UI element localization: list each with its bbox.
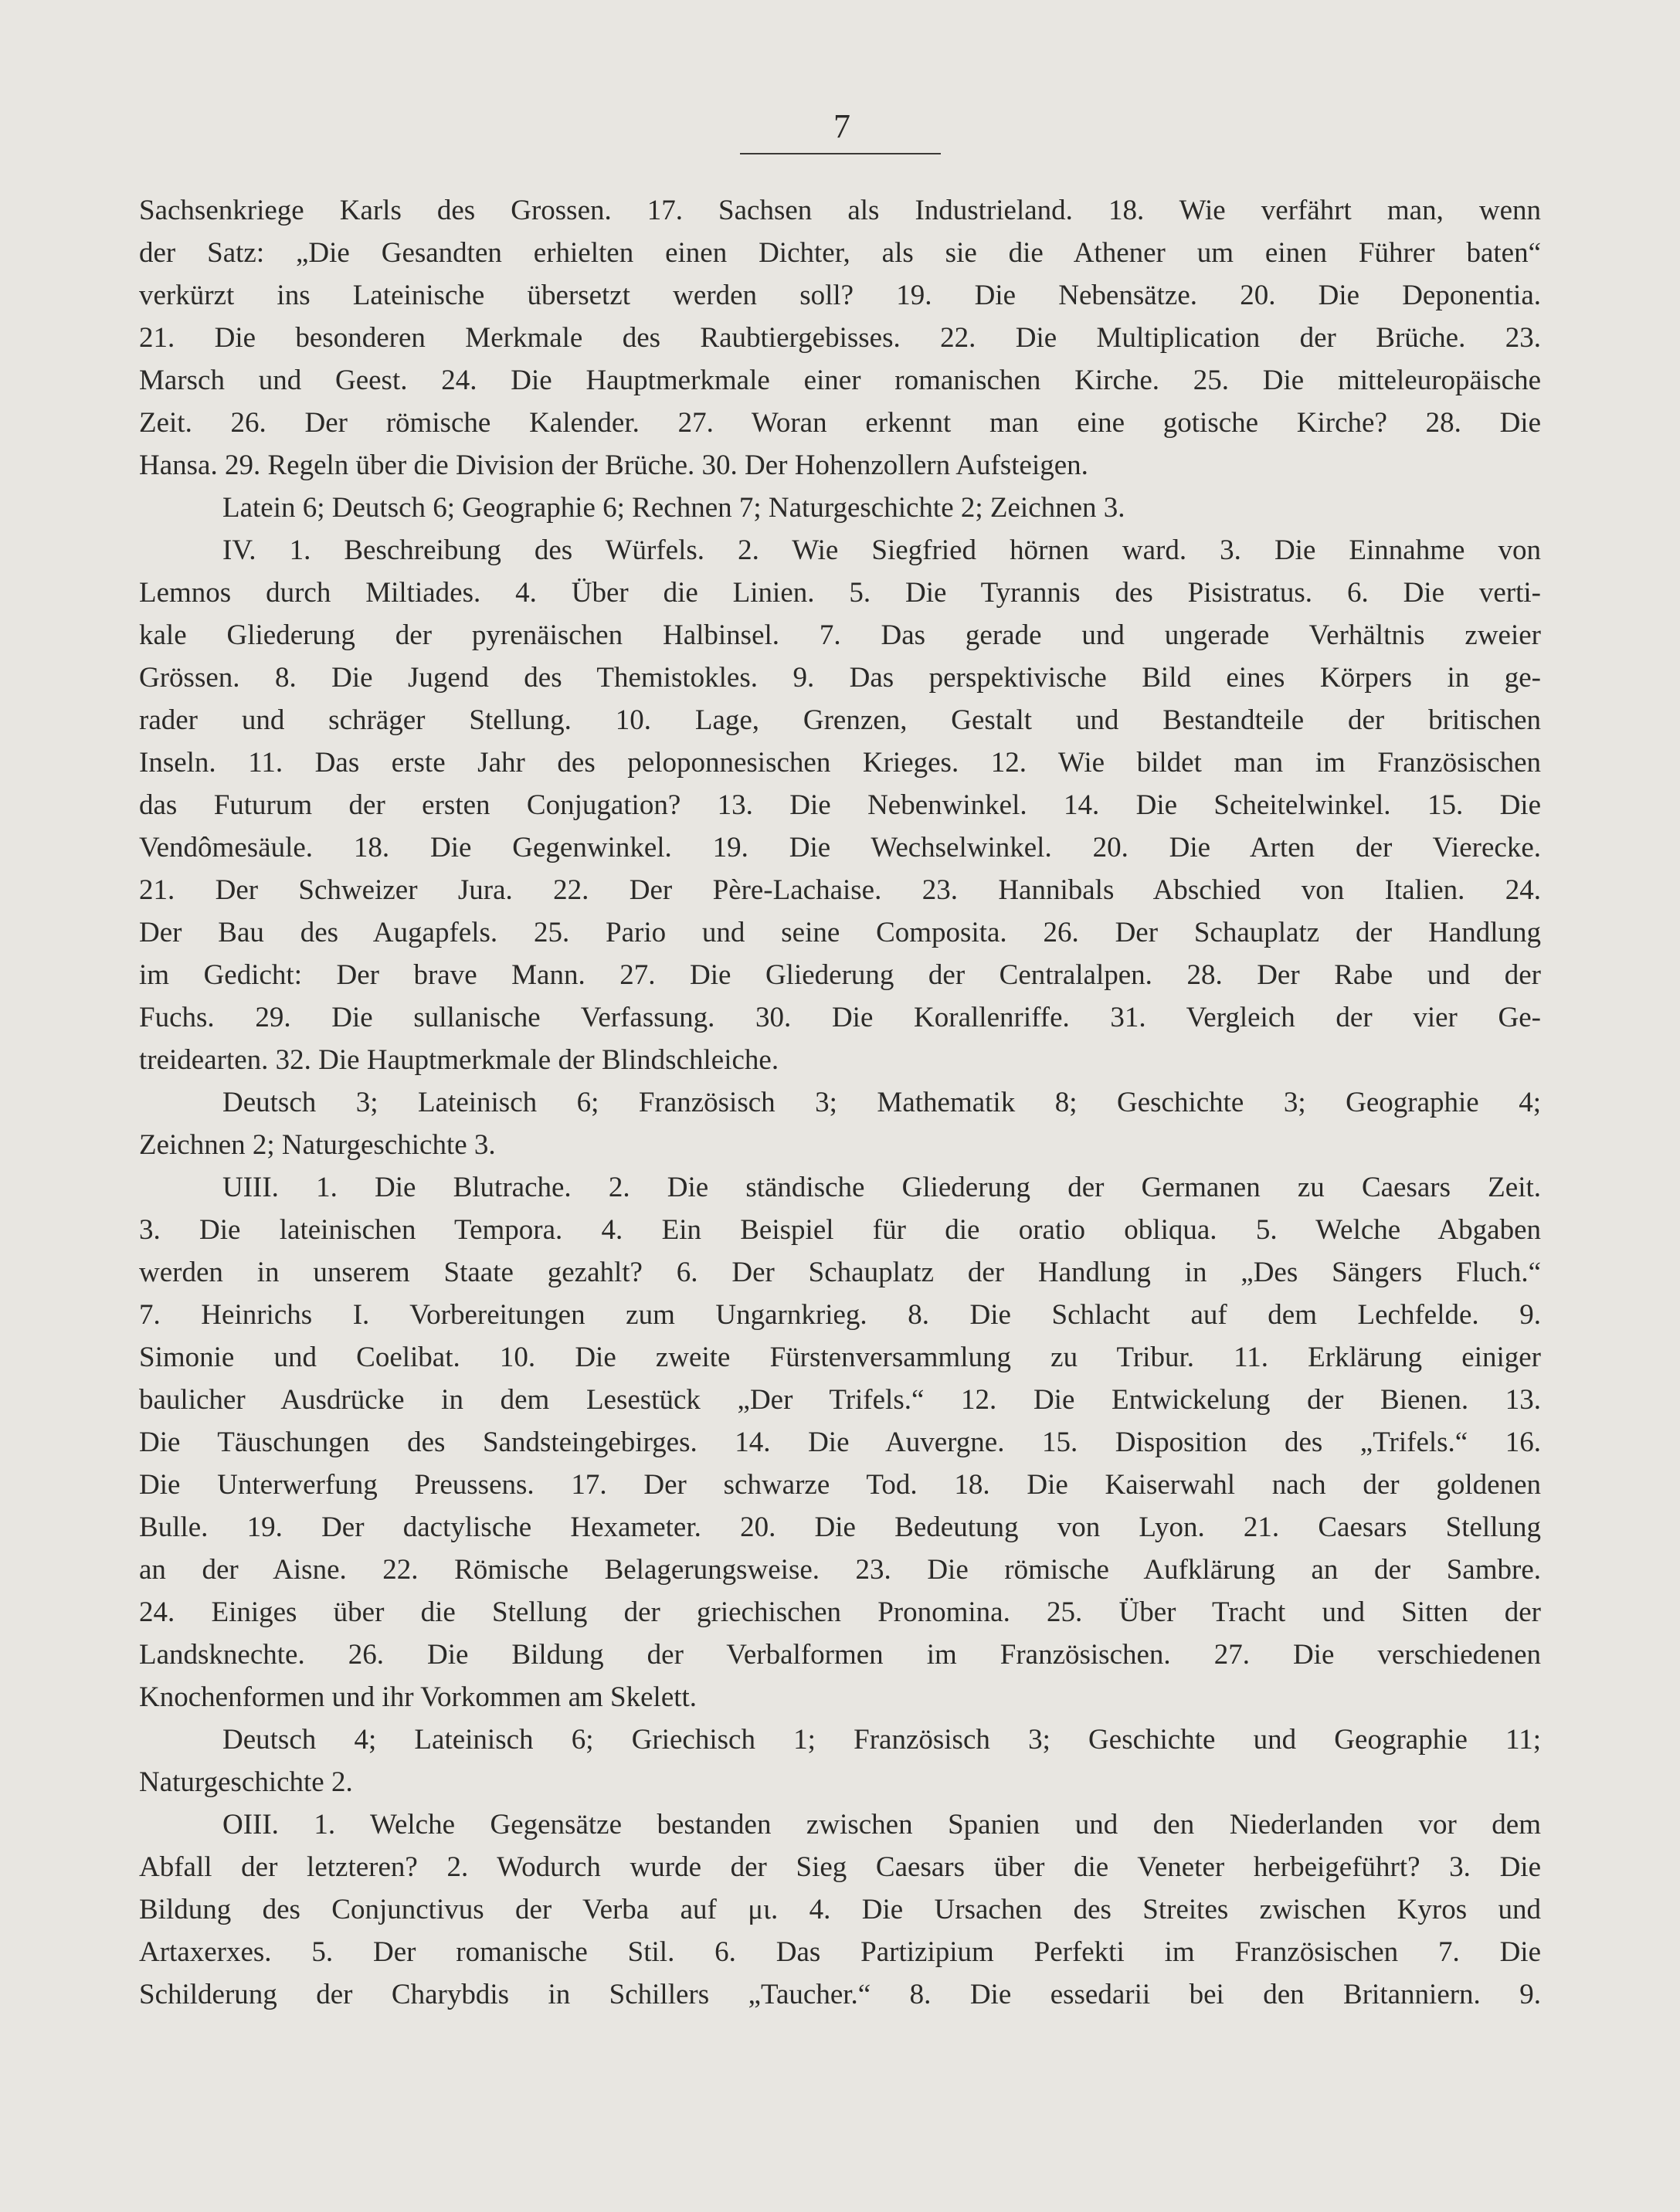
page-number-rule [740, 153, 941, 154]
text-line: das Futurum der ersten Conjugation? 13. Die Nebenwinkel. 14. Die Scheitelwinkel. 15. Die [139, 789, 1541, 821]
text-line: IV. 1. Beschreibung des Würfels. 2. Wie Siegfried hörnen ward. 3. Die Einnahme von [222, 534, 1541, 566]
text-line: Marsch und Geest. 24. Die Hauptmerkmale einer romanischen Kirche. 25. Die mitteleuropäische [139, 365, 1541, 396]
text-line: 7. Heinrichs I. Vorbereitungen zum Ungarnkrieg. 8. Die Schlacht auf dem Lechfelde. 9. [139, 1299, 1541, 1331]
text-line: an der Aisne. 22. Römische Belagerungsweise. 23. Die römische Aufklärung an der Sambre. [139, 1554, 1541, 1586]
text-line: Simonie und Coelibat. 10. Die zweite Fürstenversammlung zu Tribur. 11. Erklärung einiger [139, 1342, 1541, 1373]
text-line: Knochenformen und ihr Vorkommen am Skelett. [139, 1681, 697, 1713]
text-line: Zeit. 26. Der römische Kalender. 27. Woran erkennt man eine gotische Kirche? 28. Die [139, 407, 1541, 439]
text-line: 21. Die besonderen Merkmale des Raubtiergebisses. 22. Die Multiplication der Brüche. 23. [139, 322, 1541, 354]
text-line: Hansa. 29. Regeln über die Division der Brüche. 30. Der Hohenzollern Aufsteigen. [139, 450, 1088, 481]
text-line: kale Gliederung der pyrenäischen Halbinsel. 7. Das gerade und ungerade Verhältnis zweier [139, 619, 1541, 651]
text-line: Inseln. 11. Das erste Jahr des peloponnesischen Krieges. 12. Wie bildet man im Französischen [139, 747, 1541, 779]
text-line: 24. Einiges über die Stellung der griechischen Pronomina. 25. Über Tracht und Sitten der [139, 1596, 1541, 1628]
text-line: OIII. 1. Welche Gegensätze bestanden zwischen Spanien und den Niederlanden vor dem [222, 1809, 1541, 1841]
text-line: Fuchs. 29. Die sullanische Verfassung. 30. Die Korallenriffe. 31. Vergleich der vier Ge- [139, 1002, 1541, 1033]
text-line: 3. Die lateinischen Tempora. 4. Ein Beispiel für die oratio obliqua. 5. Welche Abgaben [139, 1214, 1541, 1246]
text-line: Vendômesäule. 18. Die Gegenwinkel. 19. Die Wechselwinkel. 20. Die Arten der Vierecke. [139, 832, 1541, 863]
text-line: Deutsch 3; Lateinisch 6; Französisch 3; Mathematik 8; Geschichte 3; Geographie 4; [222, 1087, 1541, 1118]
text-line: Sachsenkriege Karls des Grossen. 17. Sachsen als Industrieland. 18. Wie verfährt man, wenn [139, 195, 1541, 226]
text-line: Deutsch 4; Lateinisch 6; Griechisch 1; Französisch 3; Geschichte und Geographie 11; [222, 1724, 1541, 1756]
text-line: Der Bau des Augapfels. 25. Pario und seine Composita. 26. Der Schauplatz der Handlung [139, 917, 1541, 948]
text-line: Grössen. 8. Die Jugend des Themistokles. 9. Das perspektivische Bild eines Körpers in ge- [139, 662, 1541, 694]
text-line: treidearten. 32. Die Hauptmerkmale der Blindschleiche. [139, 1044, 779, 1076]
text-line: Schilderung der Charybdis in Schillers „Taucher.“ 8. Die essedarii bei den Britanniern. 9. [139, 1979, 1541, 2010]
text-line: baulicher Ausdrücke in dem Lesestück „Der Trifels.“ 12. Die Entwickelung der Bienen. 13. [139, 1384, 1541, 1416]
text-line: Landsknechte. 26. Die Bildung der Verbalformen im Französischen. 27. Die verschiedenen [139, 1639, 1541, 1671]
text-line: Zeichnen 2; Naturgeschichte 3. [139, 1129, 496, 1161]
text-line: der Satz: „Die Gesandten erhielten einen Dichter, als sie die Athener um einen Führer baten“ [139, 237, 1541, 269]
text-line: Artaxerxes. 5. Der romanische Stil. 6. Das Partizipium Perfekti im Französischen 7. Die [139, 1936, 1541, 1968]
text-line: Die Unterwerfung Preussens. 17. Der schwarze Tod. 18. Die Kaiserwahl nach der goldenen [139, 1469, 1541, 1501]
text-line: Lemnos durch Miltiades. 4. Über die Linien. 5. Die Tyrannis des Pisistratus. 6. Die verti- [139, 577, 1541, 609]
text-line: Naturgeschichte 2. [139, 1766, 353, 1798]
text-line: werden in unserem Staate gezahlt? 6. Der Schauplatz der Handlung in „Des Sängers Fluch.“ [139, 1257, 1541, 1288]
text-line: Die Täuschungen des Sandsteingebirges. 14. Die Auvergne. 15. Disposition des „Trifels.“ 16. [139, 1427, 1541, 1458]
text-line: 21. Der Schweizer Jura. 22. Der Père-Lachaise. 23. Hannibals Abschied von Italien. 24. [139, 874, 1541, 906]
page-number: 7 [833, 107, 850, 145]
text-line: Bildung des Conjunctivus der Verba auf μι. 4. Die Ursachen des Streites zwischen Kyros und [139, 1894, 1541, 1925]
text-line: Abfall der letzteren? 2. Wodurch wurde der Sieg Caesars über die Veneter herbeigeführt? 3. Die [139, 1851, 1541, 1883]
body-text [139, 189, 1541, 2016]
text-line: Bulle. 19. Der dactylische Hexameter. 20. Die Bedeutung von Lyon. 21. Caesars Stellung [139, 1511, 1541, 1543]
text-line: im Gedicht: Der brave Mann. 27. Die Gliederung der Centralalpen. 28. Der Rabe und der [139, 959, 1541, 991]
text-line: rader und schräger Stellung. 10. Lage, Grenzen, Gestalt und Bestandteile der britischen [139, 704, 1541, 736]
text-line: Latein 6; Deutsch 6; Geographie 6; Rechnen 7; Naturgeschichte 2; Zeichnen 3. [222, 492, 1125, 524]
text-line: UIII. 1. Die Blutrache. 2. Die ständische Gliederung der Germanen zu Caesars Zeit. [222, 1172, 1541, 1203]
text-line: verkürzt ins Lateinische übersetzt werden soll? 19. Die Nebensätze. 20. Die Deponentia. [139, 280, 1541, 311]
